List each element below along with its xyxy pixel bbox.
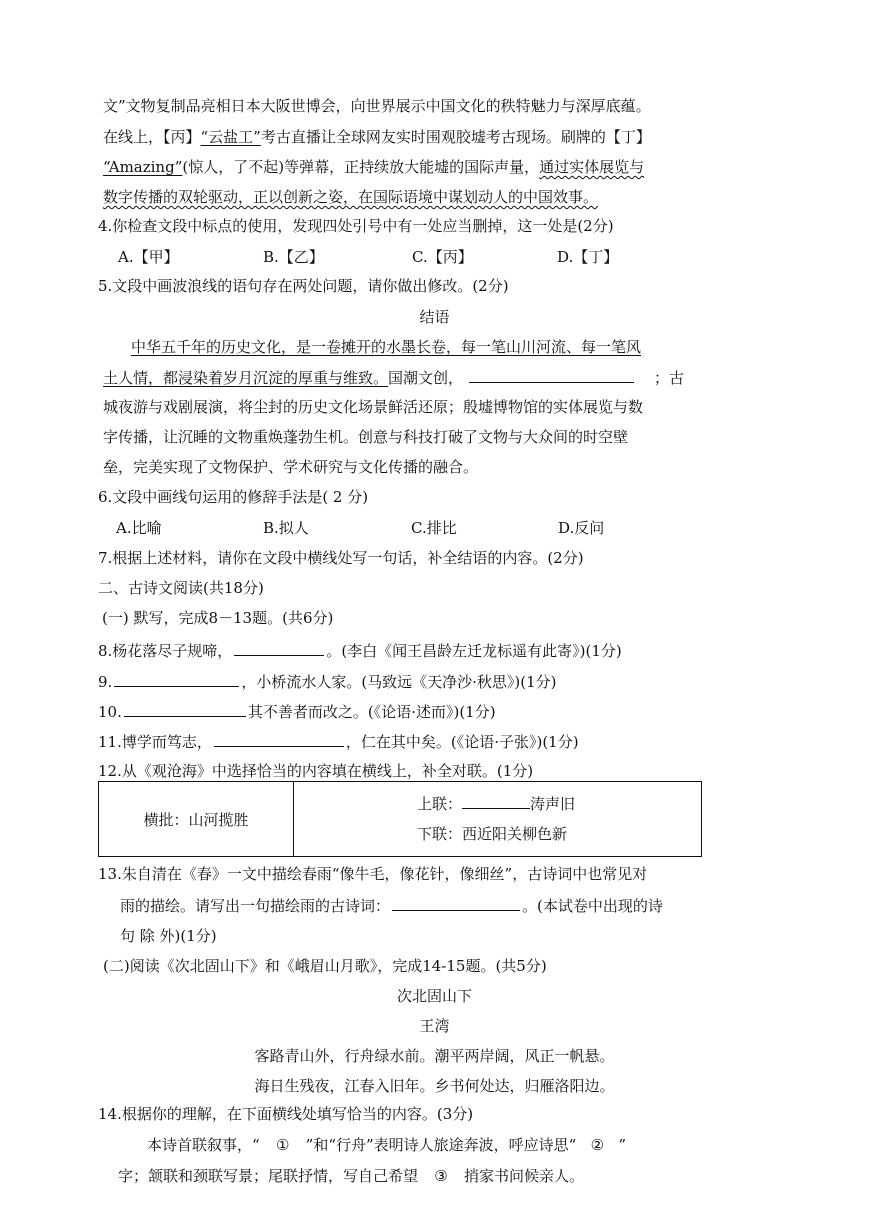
q11-text-a: 11.博学而笃志， — [98, 733, 212, 751]
q14-text-d: 字；颔联和颈联写景；尾联抒情，写自己希望 — [118, 1167, 419, 1185]
conclusion-line-5: 垒，完美实现了文物保护、学术研究与文化传播的融合。 — [103, 458, 479, 476]
conclusion-line-3: 城夜游与戏剧展演，将尘封的历史文化场景鲜活还原；殷墟博物馆的实体展览与数 — [103, 398, 644, 416]
q5-stem: 5.文段中画波浪线的语句存在两处问题，请你做出修改。(2分) — [98, 277, 509, 295]
q14-text-a: 本诗首联叙事，“ — [147, 1136, 260, 1154]
part-2-title: (二)阅读《次北固山下》和《峨眉山月歌》，完成14-15题。(共5分) — [103, 957, 547, 975]
intro-wavy-1: 通过实体展览与 — [539, 158, 645, 176]
q4-option-d: D.【丁】 — [557, 248, 619, 266]
conclusion-line-2-c: ；古 — [654, 369, 685, 387]
couplet-upper — [417, 789, 701, 819]
q6-option-a: A.比喻 — [116, 519, 162, 537]
q4-option-a: A.【甲】 — [118, 248, 179, 266]
intro-line-4 — [103, 187, 598, 207]
q14-circle-2: ② — [590, 1136, 605, 1154]
intro-wavy-2: 数字传播的双轮驱动，正以创新之姿，在国际语境中谋划动人的中国效事。 — [103, 188, 599, 206]
q13-text-a: 雨的描绘。请写出一句描绘雨的古诗词： — [120, 897, 391, 915]
q10-text-a: 10. — [98, 703, 122, 721]
conclusion-line-4: 字传播，让沉睡的文物重焕蓬勃生机。创意与科技打破了文物与大众间的时空壁 — [103, 428, 629, 446]
couplet-horizontal: 横批：山河揽胜 — [99, 782, 294, 857]
intro-line-1: 文”文物复制品亮相日本大阪世博会，向世界展示中国文化的秩特魅力与深厚底蕴。 — [103, 97, 651, 115]
q14-circle-1: ① — [275, 1136, 290, 1154]
poem-author: 王湾 — [419, 1017, 450, 1035]
q10 — [98, 701, 496, 722]
q6-option-c: C.排比 — [411, 519, 457, 537]
q13-line-1: 13.朱自清在《春》一文中描绘春雨“像牛毛，像花针，像细丝”，古诗词中也常见对 — [98, 865, 648, 883]
q14-text-b: ”和“行舟”表明诗人旅途奔波，呼应诗思“ — [305, 1136, 577, 1154]
q14-stem: 14.根据你的理解，在下面横线处填写恰当的内容。(3分) — [98, 1105, 474, 1123]
q13-line-2 — [120, 895, 663, 916]
conclusion-title: 结语 — [419, 308, 450, 326]
q9-text-a: 9. — [98, 673, 113, 691]
couplet-upper-label: 上联： — [417, 795, 463, 813]
q14-text-c: ” — [618, 1136, 627, 1154]
q14-blank-3[interactable] — [418, 1167, 464, 1185]
q4-option-b: B.【乙】 — [263, 248, 324, 266]
q6-stem: 6.文段中画线句运用的修辞手法是( 2 分) — [98, 488, 369, 506]
q11-answer-blank[interactable] — [214, 731, 344, 747]
poem-line-2: 海日生残夜，江春入旧年。乡书何处达，归雁洛阳边。 — [254, 1077, 615, 1095]
couplet-upper-blank[interactable] — [462, 793, 530, 809]
q4-option-c: C.【丙】 — [412, 248, 473, 266]
intro-line-2 — [103, 127, 651, 147]
q10-answer-blank[interactable] — [124, 701, 246, 717]
poem-title: 次北固山下 — [396, 987, 472, 1005]
q14-line-1 — [147, 1135, 626, 1155]
q11-text-b: ，仁在其中矣。(《论语·子张》)(1分) — [345, 733, 579, 751]
q13-line-3: 句 除 外)(1分) — [120, 927, 217, 945]
couplet-lower: 下联：西近阳关柳色新 — [417, 825, 568, 843]
intro-line-3 — [103, 157, 644, 177]
section-2-title: 二、古诗文阅读(共18分) — [98, 579, 264, 597]
conclusion-line-1 — [131, 337, 641, 357]
q12-stem: 12.从《观沧海》中选择恰当的内容填在横线上，补全对联。(1分) — [98, 762, 534, 780]
conclusion-underlined-2: 土人情，都浸染着岁月沉淀的厚重与维致。 — [103, 369, 389, 387]
q8-answer-blank[interactable] — [234, 640, 324, 656]
couplet-table — [98, 781, 702, 857]
q7-stem: 7.根据上述材料，请你在文段中横线处写一句话，补全结语的内容。(2分) — [98, 549, 584, 567]
q8-text-a: 8.杨花落尽子规啼， — [98, 642, 233, 660]
intro-quote-bing: “云盐工” — [200, 128, 261, 146]
q9 — [98, 671, 557, 692]
conclusion-underlined-1: 中华五千年的历史文化，是一卷摊开的水墨长卷，每一笔山川河流、每一笔风 — [131, 338, 642, 356]
couplet-lines — [294, 782, 702, 857]
q6-option-b: B.拟人 — [263, 519, 309, 537]
q9-text-b: ，小桥流水人家。(马致远《天净沙·秋思》)(1分) — [241, 673, 557, 691]
q8 — [98, 640, 622, 661]
couplet-upper-text: 涛声旧 — [530, 795, 576, 813]
intro-quote-ding: “Amazing” — [103, 158, 183, 176]
intro-line-2-c: 考古直播让全球网友实时围观胶墟考古现场。刷牌的【丁】 — [260, 128, 651, 146]
q14-blank-1[interactable] — [260, 1136, 306, 1154]
q10-text-b: 其不善者而改之。(《论语·述而》)(1分) — [247, 703, 496, 721]
q8-text-b: 。(李白《闻王昌龄左迁龙标遥有此寄》)(1分) — [326, 642, 622, 660]
q6-option-d: D.反问 — [558, 519, 605, 537]
q14-line-2 — [118, 1166, 584, 1186]
q9-answer-blank[interactable] — [114, 671, 239, 687]
q13-answer-blank[interactable] — [392, 895, 520, 911]
q13-text-b: 。(本试卷中出现的诗 — [522, 897, 663, 915]
q14-blank-2[interactable] — [576, 1136, 618, 1154]
poem-line-1: 客路青山外，行舟绿水前。潮平两岸阔，风正一帆悬。 — [254, 1047, 615, 1065]
intro-line-3-b: (惊人，了不起)等弹幕，正持续放大能墟的国际声量， — [182, 158, 540, 176]
conclusion-line-2 — [103, 367, 684, 388]
q14-text-e: 捎家书问候亲人。 — [464, 1167, 585, 1185]
conclusion-line-2-b: 国潮文创， — [388, 369, 464, 387]
q14-circle-3: ③ — [434, 1167, 448, 1185]
q11 — [98, 731, 579, 752]
q4-stem: 4.你检查文段中标点的使用，发现四处引号中有一处应当删掉，这一处是(2分) — [98, 217, 614, 235]
intro-line-2-a: 在线上，【丙】 — [103, 128, 201, 146]
conclusion-answer-blank[interactable] — [469, 367, 634, 383]
section-2-part-1: (一) 默写，完成8－13题。(共6分) — [102, 609, 334, 627]
